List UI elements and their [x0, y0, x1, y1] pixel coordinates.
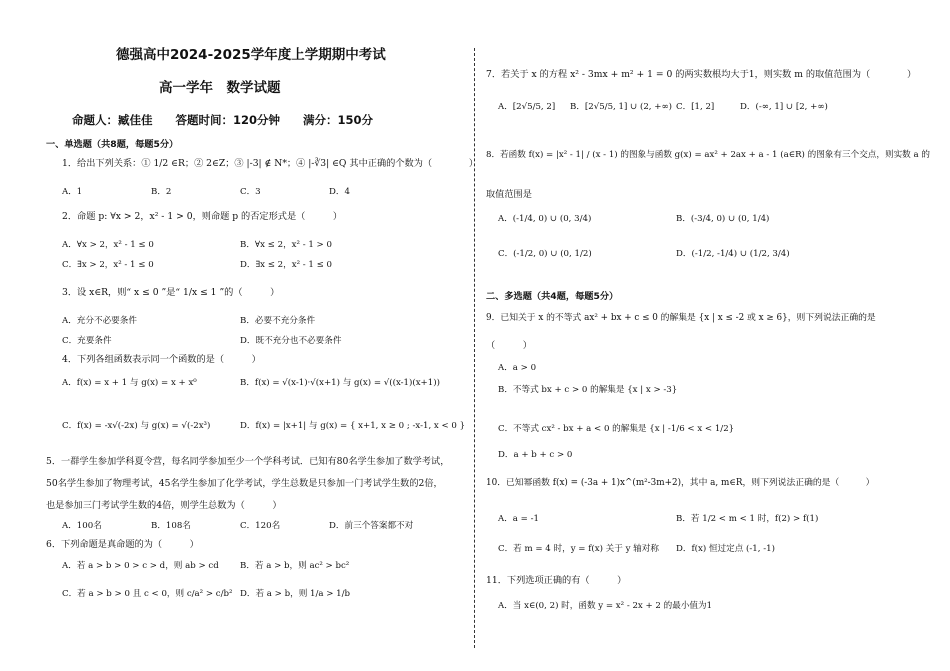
q1-option-b: B．2 [151, 187, 172, 197]
q5-option-c: C．120名 [240, 521, 281, 531]
question-2: 2．命题 p: ∀x > 2，x² - 1 > 0，则命题 p 的否定形式是（ ） [62, 211, 343, 222]
q8-option-a: A．(-1/4, 0) ∪ (0, 3/4) [498, 214, 592, 224]
q8-option-c: C．(-1/2, 0) ∪ (0, 1/2) [498, 249, 592, 259]
q8-option-d: D．(-1/2, -1/4) ∪ (1/2, 3/4) [676, 249, 790, 259]
question-11: 11．下列选项正确的有（ ） [486, 575, 627, 586]
q9-option-c: C．不等式 cx² - bx + a < 0 的解集是 {x | -1/6 < x < 1/2} [498, 424, 735, 434]
q3-option-b: B．必要不充分条件 [240, 316, 316, 326]
q9-option-d: D．a + b + c > 0 [498, 450, 573, 460]
column-divider [474, 48, 475, 648]
q6-option-c: C．若 a > b > 0 且 c < 0，则 c/a² > c/b² [62, 589, 233, 599]
exam-title: 德强高中2024-2025学年度上学期期中考试 [116, 47, 386, 63]
q4-option-a: A．f(x) = x + 1 与 g(x) = x + x⁰ [62, 378, 197, 388]
q1-option-d: D．4 [329, 187, 350, 197]
q6-option-a: A．若 a > b > 0 > c > d，则 ab > cd [62, 561, 219, 571]
exam-meta: 命题人：臧佳佳 答题时间：120分钟 满分：150分 [72, 113, 374, 127]
q4-option-d: D．f(x) = |x+1| 与 g(x) = { x+1, x ≥ 0 ; -x-1, x < 0 } [240, 421, 466, 431]
q2-option-a: A．∀x > 2，x² - 1 ≤ 0 [62, 240, 154, 250]
exam-subtitle: 高一学年 数学试题 [159, 80, 281, 96]
q10-option-a: A．a = -1 [498, 514, 539, 524]
question-8-line-2: 取值范围是 [486, 189, 532, 200]
question-8-line-1: 8．若函数 f(x) = |x² - 1| / (x - 1) 的图象与函数 g(x) = ax² + 2ax + a - 1 (a∈R) 的图象有三个交点，则实数 a 的 [486, 150, 930, 160]
q3-option-d: D．既不充分也不必要条件 [240, 336, 342, 346]
question-5-line-1: 5．一群学生参加学科夏令营，每名同学参加至少一个学科考试．已知有80名学生参加了数学考试， [46, 456, 450, 467]
q4-option-b: B．f(x) = √(x-1)·√(x+1) 与 g(x) = √((x-1)(x+1)) [240, 378, 440, 388]
q5-option-a: A．100名 [62, 521, 102, 531]
question-3: 3．设 x∈R，则“ x ≤ 0 ”是“ 1/x ≤ 1 ”的（ ） [62, 287, 280, 298]
question-10: 10．已知幂函数 f(x) = (-3a + 1)x^(m²-3m+2)，其中 a, m∈R，则下列说法正确的是（ ） [486, 478, 875, 488]
question-9-line-1: 9．已知关于 x 的不等式 ax² + bx + c ≤ 0 的解集是 {x | x ≤ -2 或 x ≥ 6}，则下列说法正确的是 [486, 313, 876, 323]
question-1: 1．给出下列关系：① 1/2 ∈R；② 2∈Z；③ |-3| ∉ N*；④ |-∛3| ∈Q 其中正确的个数为（ ） [62, 158, 479, 169]
q10-option-c: C．若 m = 4 时，y = f(x) 关于 y 轴对称 [498, 544, 659, 554]
question-5-line-3: 也是参加三门考试学生数的4倍，则学生总数为（ ） [46, 500, 282, 511]
q7-option-a: A．[2√5/5, 2] [498, 102, 556, 112]
question-6: 6．下列命题是真命题的为（ ） [46, 539, 199, 550]
q7-option-c: C．[1, 2] [676, 102, 715, 112]
q5-option-d: D．前三个答案都不对 [329, 521, 414, 531]
question-4: 4．下列各组函数表示同一个函数的是（ ） [62, 354, 261, 365]
q9-option-b: B．不等式 bx + c > 0 的解集是 {x | x > -3} [498, 385, 678, 395]
q10-option-b: B．若 1/2 < m < 1 时，f(2) > f(1) [676, 514, 819, 524]
q6-option-d: D．若 a > b，则 1/a > 1/b [240, 589, 351, 599]
q8-option-b: B．(-3/4, 0) ∪ (0, 1/4) [676, 214, 770, 224]
q3-option-c: C．充要条件 [62, 336, 112, 346]
q11-option-a: A．当 x∈(0, 2) 时，函数 y = x² - 2x + 2 的最小值为1 [498, 601, 713, 611]
q2-option-b: B．∀x ≤ 2，x² - 1 > 0 [240, 240, 332, 250]
q7-option-d: D．(-∞, 1] ∪ [2, +∞) [740, 102, 828, 112]
q1-option-c: C．3 [240, 187, 261, 197]
question-7: 7．若关于 x 的方程 x² - 3mx + m² + 1 = 0 的两实数根均大于1，则实数 m 的取值范围为（ ） [486, 69, 917, 80]
q7-option-b: B．[2√5/5, 1] ∪ (2, +∞) [570, 102, 672, 112]
q3-option-a: A．充分不必要条件 [62, 316, 137, 326]
section-single-choice: 一、单选题（共8题，每题5分） [46, 139, 179, 150]
q4-option-c: C．f(x) = -x√(-2x) 与 g(x) = √(-2x³) [62, 421, 211, 431]
q10-option-d: D．f(x) 恒过定点 (-1, -1) [676, 544, 775, 554]
question-9-line-2: （ ） [486, 340, 532, 351]
q1-option-a: A．1 [62, 187, 83, 197]
q2-option-d: D．∃x ≤ 2，x² - 1 ≤ 0 [240, 260, 332, 270]
q2-option-c: C．∃x > 2，x² - 1 ≤ 0 [62, 260, 154, 270]
question-5-line-2: 50名学生参加了物理考试，45名学生参加了化学考试，学生总数是只参加一门考试学生数的2倍， [46, 478, 443, 489]
q5-option-b: B．108名 [151, 521, 191, 531]
section-multi-choice: 二、多选题（共4题，每题5分） [486, 291, 619, 302]
q6-option-b: B．若 a > b，则 ac² > bc² [240, 561, 350, 571]
q9-option-a: A．a > 0 [498, 363, 537, 373]
